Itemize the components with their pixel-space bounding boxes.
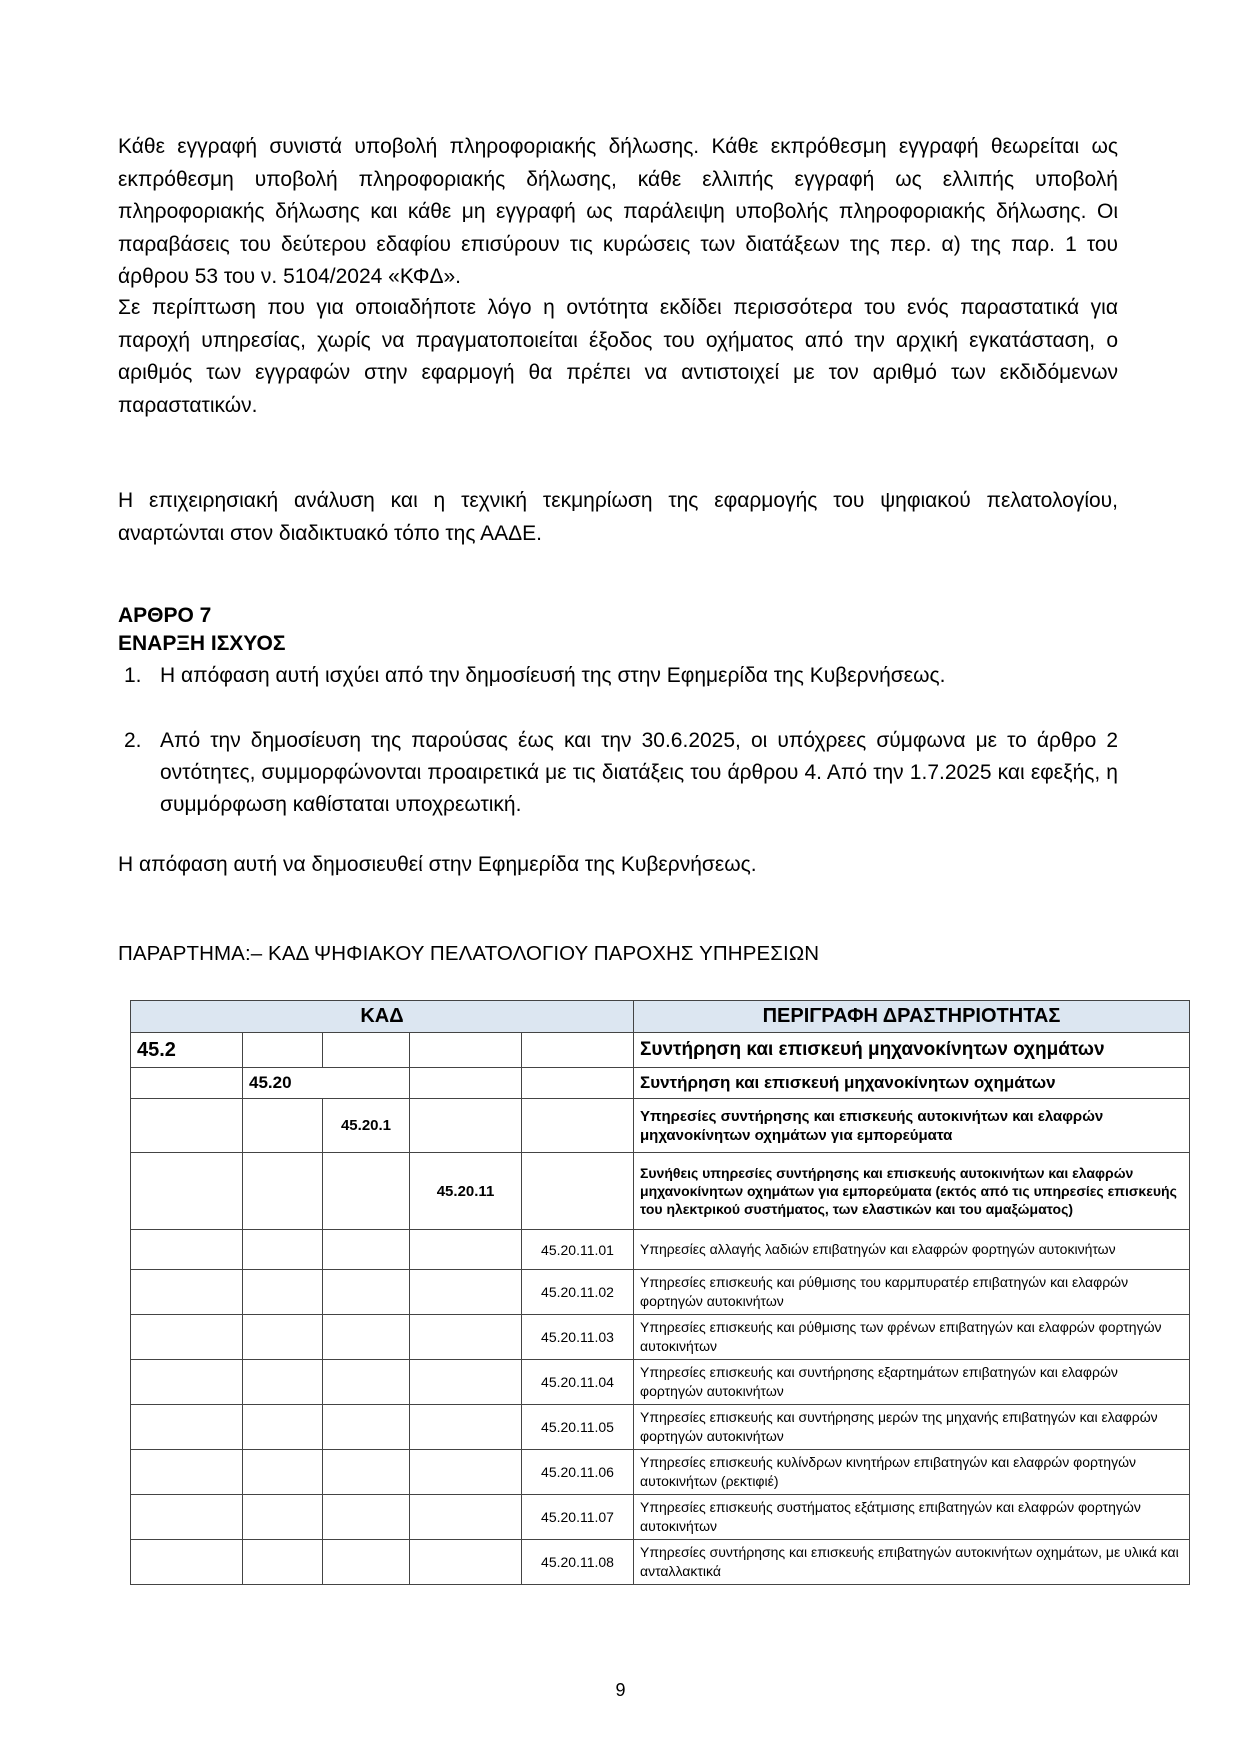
list-item-text: Η απόφαση αυτή ισχύει από την δημοσίευσή της στην Εφημερίδα της Κυβερνήσεως. [160, 664, 946, 687]
kad-code: 45.20.11.01 [522, 1230, 634, 1270]
paragraph-submission-rules: Κάθε εγγραφή συνιστά υποβολή πληροφοριακής δήλωσης. Κάθε εκπρόθεσμη εγγραφή θεωρείται ως εκπρόθεσμη υποβολή πληροφοριακής δήλωσης, κάθε ελλιπής εγγραφή ως ελλιπής υποβολή πληροφοριακής δήλωσης και κάθε μη εγγραφή ως παράλειψη υποβολής πληροφοριακής δήλωσης. Οι παραβάσεις του δεύτερου εδαφίου επισύρουν τις κυρώσεις των διατάξεων της περ. α) της παρ. 1 του άρθρου 53 του ν. 5104/2024 «ΚΦΔ». [118, 135, 1118, 288]
table-row [131, 1315, 1190, 1360]
article-subtitle: ΕΝΑΡΞΗ ΙΣΧΥΟΣ [118, 632, 286, 655]
kad-description: Συνήθεις υπηρεσίες συντήρησης και επισκευής αυτοκινήτων και ελαφρών μηχανοκίνητων οχημάτων για εμπορεύματα (εκτός από τις υπηρεσίες επισκευής του ηλεκτρικού συστήματος, των ελαστικών και του αμαξώματος) [634, 1153, 1190, 1230]
kad-code: 45.20.11 [410, 1153, 522, 1230]
table-row [131, 1230, 1190, 1270]
kad-description: Υπηρεσίες συντήρησης και επισκευής επιβατηγών αυτοκινήτων οχημάτων, με υλικά και ανταλλακτικά [634, 1540, 1190, 1585]
kad-code: 45.20 [243, 1068, 410, 1099]
table-row [131, 1270, 1190, 1315]
kad-code: 45.2 [131, 1033, 243, 1068]
kad-description: Υπηρεσίες επισκευής και συντήρησης μερών της μηχανής επιβατηγών και ελαφρών φορτηγών αυτοκινήτων [634, 1405, 1190, 1450]
table-row [131, 1153, 1190, 1230]
table-row [131, 1450, 1190, 1495]
kad-code: 45.20.11.05 [522, 1405, 634, 1450]
list-item-number: 1. [124, 664, 142, 687]
kad-description: Συντήρηση και επισκευή μηχανοκίνητων οχημάτων [634, 1033, 1190, 1068]
kad-code: 45.20.11.07 [522, 1495, 634, 1540]
page-number: 9 [615, 1680, 626, 1700]
table-row [131, 1068, 1190, 1099]
kad-description: Υπηρεσίες επισκευής και ρύθμισης των φρένων επιβατηγών και ελαφρών φορτηγών αυτοκινήτων [634, 1315, 1190, 1360]
table-row [131, 1405, 1190, 1450]
kad-description: Υπηρεσίες επισκευής συστήματος εξάτμισης επιβατηγών και ελαφρών φορτηγών αυτοκινήτων [634, 1495, 1190, 1540]
kad-table [130, 1000, 1190, 1585]
kad-code: 45.20.11.04 [522, 1360, 634, 1405]
table-row [131, 1540, 1190, 1585]
table-row [131, 1099, 1190, 1153]
closing-statement: Η απόφαση αυτή να δημοσιευθεί στην Εφημερίδα της Κυβερνήσεως. [118, 853, 757, 876]
article-title: ΑΡΘΡΟ 7 [118, 604, 212, 627]
kad-description: Υπηρεσίες συντήρησης και επισκευής αυτοκινήτων και ελαφρών μηχανοκίνητων οχημάτων για εμπορεύματα [634, 1099, 1190, 1153]
description-header: ΠΕΡΙΓΡΑΦΗ ΔΡΑΣΤΗΡΙΟΤΗΤΑΣ [634, 1001, 1190, 1033]
table-row [131, 1033, 1190, 1068]
annex-title: ΠΑΡΑΡΤΗΜΑ:– ΚΑΔ ΨΗΦΙΑΚΟΥ ΠΕΛΑΤΟΛΟΓΙΟΥ ΠΑΡΟΧΗΣ ΥΠΗΡΕΣΙΩΝ [118, 942, 820, 965]
kad-header: ΚΑΔ [131, 1001, 634, 1033]
list-item [118, 725, 1118, 821]
kad-description: Υπηρεσίες αλλαγής λαδιών επιβατηγών και ελαφρών φορτηγών αυτοκινήτων [634, 1230, 1190, 1270]
kad-description: Υπηρεσίες επισκευής και ρύθμισης του καρμπυρατέρ επιβατηγών και ελαφρών φορτηγών αυτοκινήτων [634, 1270, 1190, 1315]
kad-code: 45.20.11.03 [522, 1315, 634, 1360]
list-item-text: Από την δημοσίευση της παρούσας έως και την 30.6.2025, οι υπόχρεες σύμφωνα με το άρθρο 2 οντότητες, συμμορφώνονται προαιρετικά με τις διατάξεις του άρθρου 4. Από την 1.7.2025 και εφεξής, η συμμόρφωση καθίσταται υποχρεωτική. [160, 729, 1118, 816]
table-row [131, 1360, 1190, 1405]
kad-description: Υπηρεσίες επισκευής κυλίνδρων κινητήρων επιβατηγών και ελαφρών φορτηγών αυτοκινήτων (ρεκτιφιέ) [634, 1450, 1190, 1495]
kad-description: Συντήρηση και επισκευή μηχανοκίνητων οχημάτων [634, 1068, 1190, 1099]
article-items-continued [118, 725, 1118, 821]
kad-code: 45.20.11.08 [522, 1540, 634, 1585]
table-row [131, 1495, 1190, 1540]
article-items [118, 660, 1118, 692]
table-header-row [131, 1001, 1190, 1033]
kad-code: 45.20.1 [323, 1099, 410, 1153]
paragraph-multiple-documents: Σε περίπτωση που για οποιαδήποτε λόγο η οντότητα εκδίδει περισσότερα του ενός παραστατικά για παροχή υπηρεσίας, χωρίς να πραγματοποιείται έξοδος του οχήματος από την αρχική εγκατάσταση, ο αριθμός των εγγραφών στην εφαρμογή θα πρέπει να αντιστοιχεί με τον αριθμό των εκδιδόμενων παραστατικών. [118, 296, 1118, 417]
list-item-number: 2. [124, 729, 142, 752]
kad-description: Υπηρεσίες επισκευής και συντήρησης εξαρτημάτων επιβατηγών και ελαφρών φορτηγών αυτοκινήτων [634, 1360, 1190, 1405]
kad-code: 45.20.11.06 [522, 1450, 634, 1495]
list-item [118, 660, 1118, 692]
kad-code: 45.20.11.02 [522, 1270, 634, 1315]
paragraph-technical-documentation: Η επιχειρησιακή ανάλυση και η τεχνική τεκμηρίωση της εφαρμογής του ψηφιακού πελατολογίου, αναρτώνται στον διαδικτυακό τόπο της ΑΑΔΕ. [118, 489, 1118, 545]
